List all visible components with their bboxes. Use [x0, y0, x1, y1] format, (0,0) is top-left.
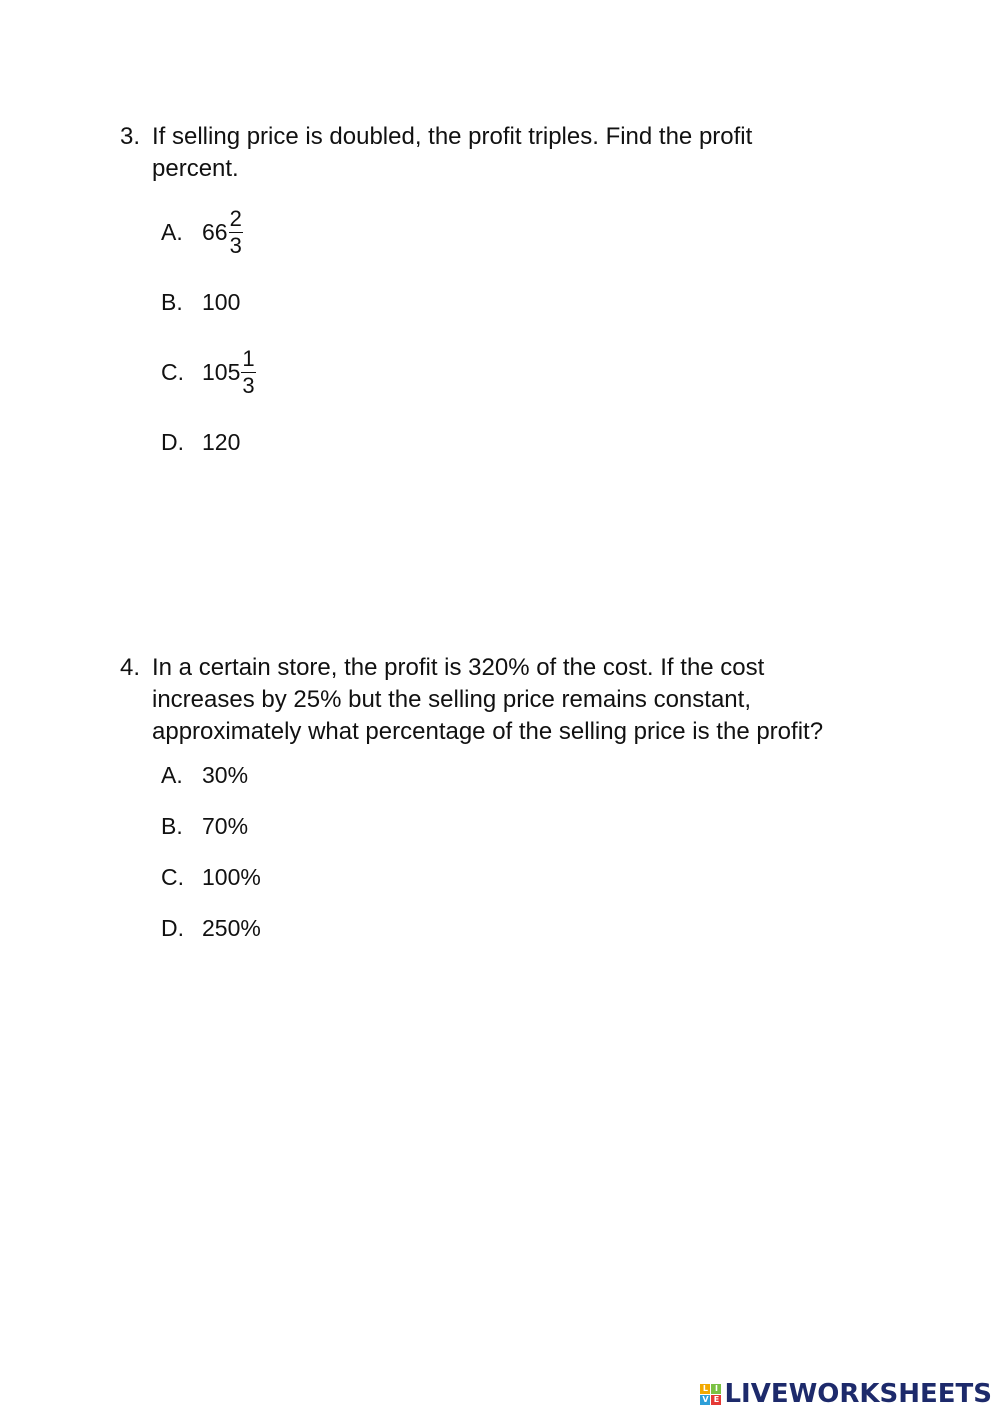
option-value: 250% [202, 915, 261, 941]
option-letter: A. [161, 762, 183, 788]
option-letter: C. [161, 864, 184, 890]
question-text [152, 652, 920, 748]
fraction-numerator: 1 [242, 345, 255, 371]
question-4 [120, 652, 920, 954]
option-b[interactable] [161, 801, 920, 852]
liveworksheets-logo [700, 1379, 992, 1409]
option-value: 120 [202, 428, 241, 455]
option-value: 100% [202, 864, 261, 890]
option-c[interactable] [161, 337, 880, 407]
logo-mark-cell: E [711, 1395, 721, 1405]
question-3-stem [120, 121, 880, 185]
question-line: In a certain store, the profit is 320% of the cost. If the cost [152, 654, 765, 681]
option-c[interactable] [161, 852, 920, 903]
fraction-denominator: 3 [242, 372, 255, 398]
logo-mark-icon [700, 1384, 721, 1405]
question-4-options [161, 750, 920, 954]
logo-mark-cell: L [700, 1384, 710, 1394]
option-letter: B. [161, 813, 183, 839]
question-4-stem [120, 652, 920, 748]
question-number: 4. [120, 654, 141, 681]
question-text [152, 121, 880, 185]
option-letter: D. [161, 915, 184, 941]
option-letter: A. [161, 218, 183, 245]
option-letter: D. [161, 428, 184, 455]
question-number: 3. [120, 123, 141, 150]
question-line: percent. [152, 155, 239, 182]
logo-mark-cell: V [702, 1394, 709, 1404]
question-3 [120, 121, 880, 477]
question-line: If selling price is doubled, the profit triples. Find the profit [152, 123, 753, 150]
fraction-denominator: 3 [229, 232, 242, 258]
mixed-number-whole: 66 [202, 218, 228, 245]
option-value: 30% [202, 762, 249, 788]
option-value: 100 [202, 288, 241, 315]
option-a[interactable] [161, 750, 920, 801]
logo-text: LIVEWORKSHEETS [724, 1379, 992, 1409]
option-value: 70% [202, 813, 249, 839]
question-3-options [161, 197, 880, 477]
option-d[interactable] [161, 407, 880, 477]
question-line: increases by 25% but the selling price remains constant, [152, 686, 751, 713]
option-d[interactable] [161, 903, 920, 954]
option-a[interactable] [161, 197, 880, 267]
mixed-number-whole: 105 [202, 358, 241, 385]
logo-mark-cell: I [711, 1384, 721, 1394]
question-line: approximately what percentage of the selling price is the profit? [152, 718, 824, 745]
fraction [241, 346, 255, 399]
option-value [202, 346, 256, 399]
fraction-numerator: 2 [229, 205, 242, 231]
option-value [202, 206, 243, 259]
option-letter: C. [161, 358, 184, 385]
option-b[interactable] [161, 267, 880, 337]
option-letter: B. [161, 288, 183, 315]
fraction [229, 206, 243, 259]
